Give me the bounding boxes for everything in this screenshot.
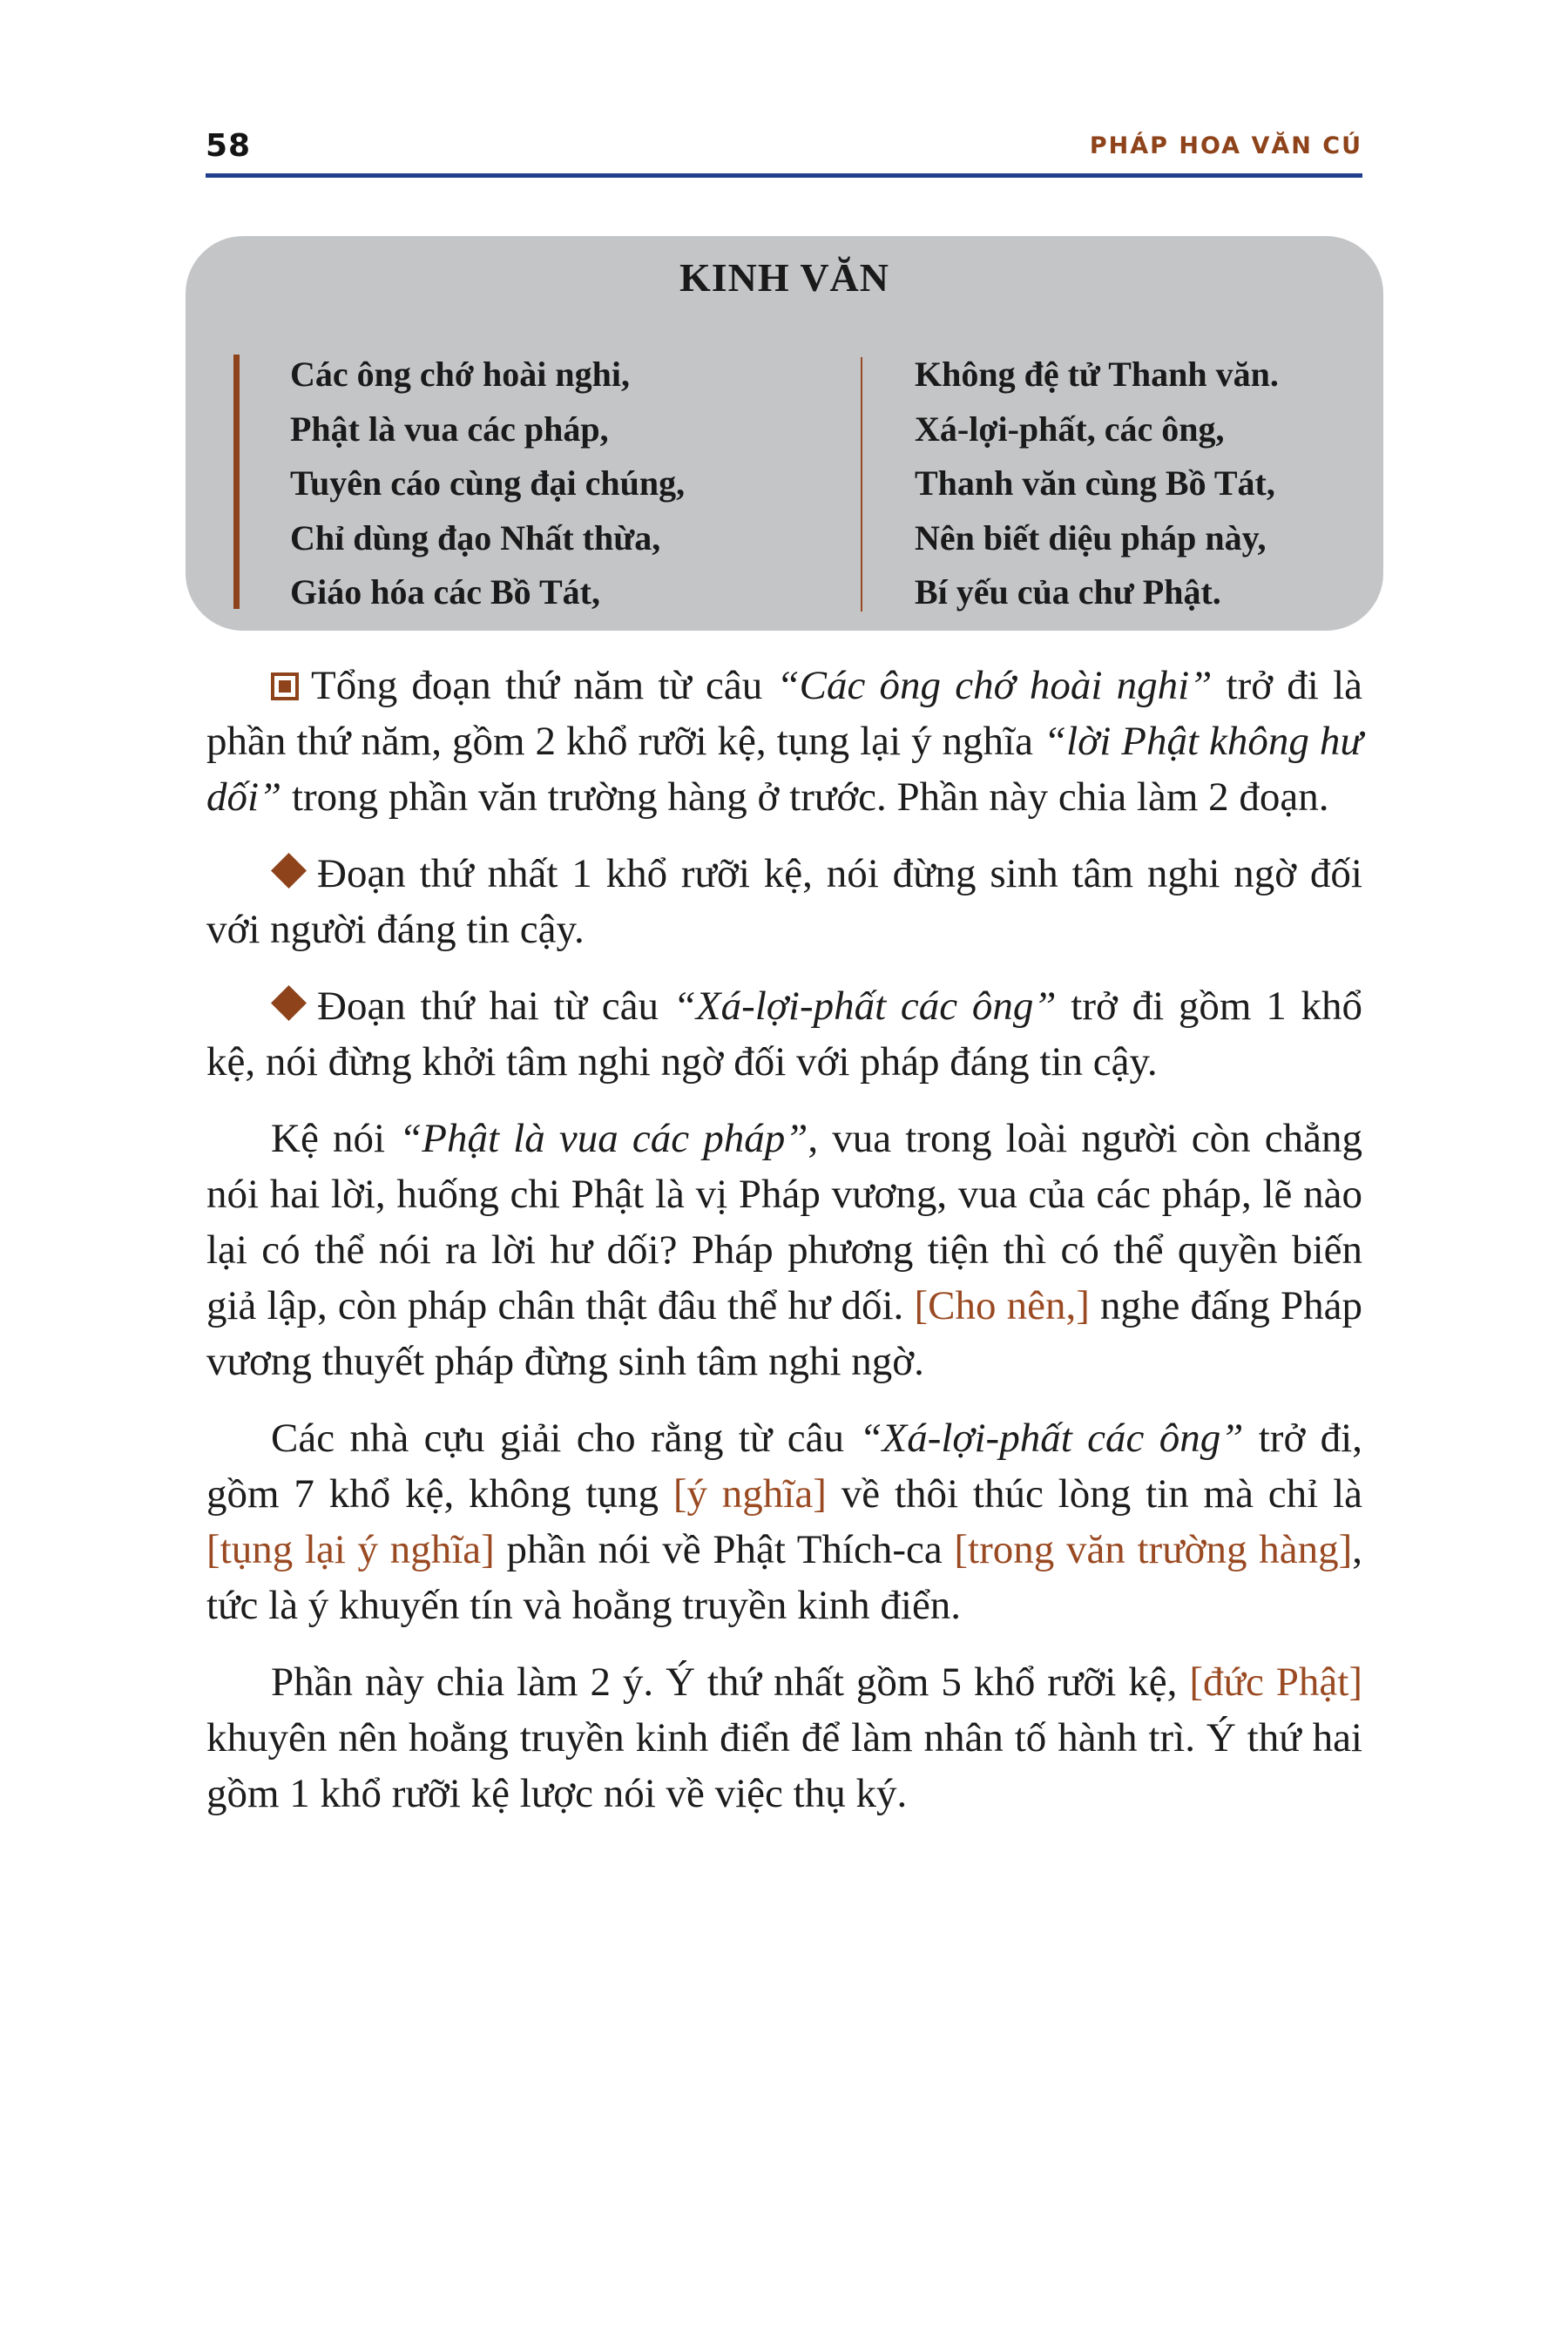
diamond-bullet-icon [271, 853, 307, 889]
text-run: Kệ nói [271, 1116, 400, 1161]
body-text [206, 658, 1362, 1842]
verse-line: Tuyên cáo cùng đại chúng, [290, 463, 686, 503]
verse-line: Thanh văn cùng Bồ Tát, [915, 463, 1275, 503]
text-run: , vua trong loài người còn chẳng nói hai lời, huống chi Phật là vị Pháp vương, vua của các pháp, lẽ nào lại có thể nói ra lời hư dối? Pháp phương tiện thì có thể quyền biến giả lập, còn pháp chân thật đâu thể hư dối. [206, 1116, 1362, 1328]
text-run: Đoạn thứ hai từ câu [317, 983, 673, 1029]
book-title: PHÁP HOA VĂN CÚ [1089, 132, 1362, 159]
verse-column-divider [861, 357, 862, 612]
text-run: khuyên nên hoằng truyền kinh điển để làm nhân tố hành trì. Ý thứ hai gồm 1 khổ rưỡi kệ lược nói về việc thụ ký. [206, 1715, 1362, 1816]
paragraph-commentary-2 [206, 1410, 1362, 1633]
text-run: , tức là ý khuyến tín và hoằng truyền kinh điển. [206, 1527, 1362, 1628]
quote: “Xá-lợi-phất các ông” [859, 1416, 1244, 1461]
paragraph-commentary-1 [206, 1111, 1362, 1389]
bracketed-insert: [ý nghĩa] [672, 1471, 827, 1517]
bracketed-insert: [trong văn trường hàng] [954, 1527, 1353, 1572]
quote: “Các ông chớ hoài nghi” [776, 663, 1213, 708]
quote: “lời Phật không hư dối” [206, 719, 1362, 820]
text-run: trở đi là phần thứ năm, gồm 2 khổ rưỡi kệ, tụng lại ý nghĩa [206, 663, 1362, 764]
sutra-box-title: KINH VĂN [679, 255, 889, 300]
paragraph-first-section [206, 846, 1362, 957]
diamond-bullet-icon [271, 985, 307, 1021]
bracketed-insert: [tụng lại ý nghĩa] [206, 1527, 495, 1572]
paragraph-section-summary [206, 658, 1362, 825]
text-run: Đoạn thứ nhất 1 khổ rưỡi kệ, nói đừng sinh tâm nghi ngờ đối với người đáng tin cậy. [206, 851, 1362, 952]
verse-line: Không đệ tử Thanh văn. [915, 355, 1279, 394]
bracketed-insert: [đức Phật] [1189, 1659, 1362, 1705]
quote: “Phật là vua các pháp” [399, 1116, 808, 1161]
running-header [206, 127, 1362, 166]
verse-line: Các ông chớ hoài nghi, [290, 355, 630, 394]
text-run: Phần này chia làm 2 ý. Ý thứ nhất gồm 5 khổ rưỡi kệ, [271, 1659, 1190, 1705]
verse-line: Xá-lợi-phất, các ông, [915, 409, 1225, 449]
square-bullet-icon [271, 672, 299, 700]
text-run: trong phần văn trường hàng ở trước. Phần này chia làm 2 đoạn. [281, 774, 1329, 820]
verse-column-right [915, 348, 1279, 620]
sutra-text-box [186, 236, 1383, 631]
verse-accent-bar [233, 355, 240, 609]
quote: “Xá-lợi-phất các ông” [672, 983, 1057, 1029]
text-run: trở đi gồm 1 khổ kệ, nói đừng khởi tâm nghi ngờ đối với pháp đáng tin cậy. [206, 983, 1362, 1085]
text-run: trở đi, gồm 7 khổ kệ, không tụng [206, 1416, 1362, 1517]
verse-column-left [290, 348, 685, 620]
verse-line: Nên biết diệu pháp này, [915, 517, 1267, 558]
bracketed-insert: [Cho nên,] [914, 1283, 1090, 1328]
text-run: phần nói về Phật Thích-ca [494, 1527, 955, 1572]
page-number: 58 [206, 128, 252, 164]
text-run: về thôi thúc lòng tin mà chỉ là [826, 1471, 1362, 1517]
verse-line: Chỉ dùng đạo Nhất thừa, [290, 517, 661, 558]
paragraph-second-section [206, 978, 1362, 1090]
header-rule [206, 173, 1362, 178]
text-run: Tổng đoạn thứ năm từ câu [311, 663, 777, 708]
verse-line: Giáo hóa các Bồ Tát, [290, 572, 600, 612]
text-run: nghe đấng Pháp vương thuyết pháp đừng sinh tâm nghi ngờ. [206, 1283, 1362, 1384]
text-run: Các nhà cựu giải cho rằng từ câu [271, 1416, 860, 1461]
paragraph-commentary-3 [206, 1654, 1362, 1821]
verse-line: Phật là vua các pháp, [290, 409, 609, 449]
verse-line: Bí yếu của chư Phật. [915, 572, 1221, 612]
